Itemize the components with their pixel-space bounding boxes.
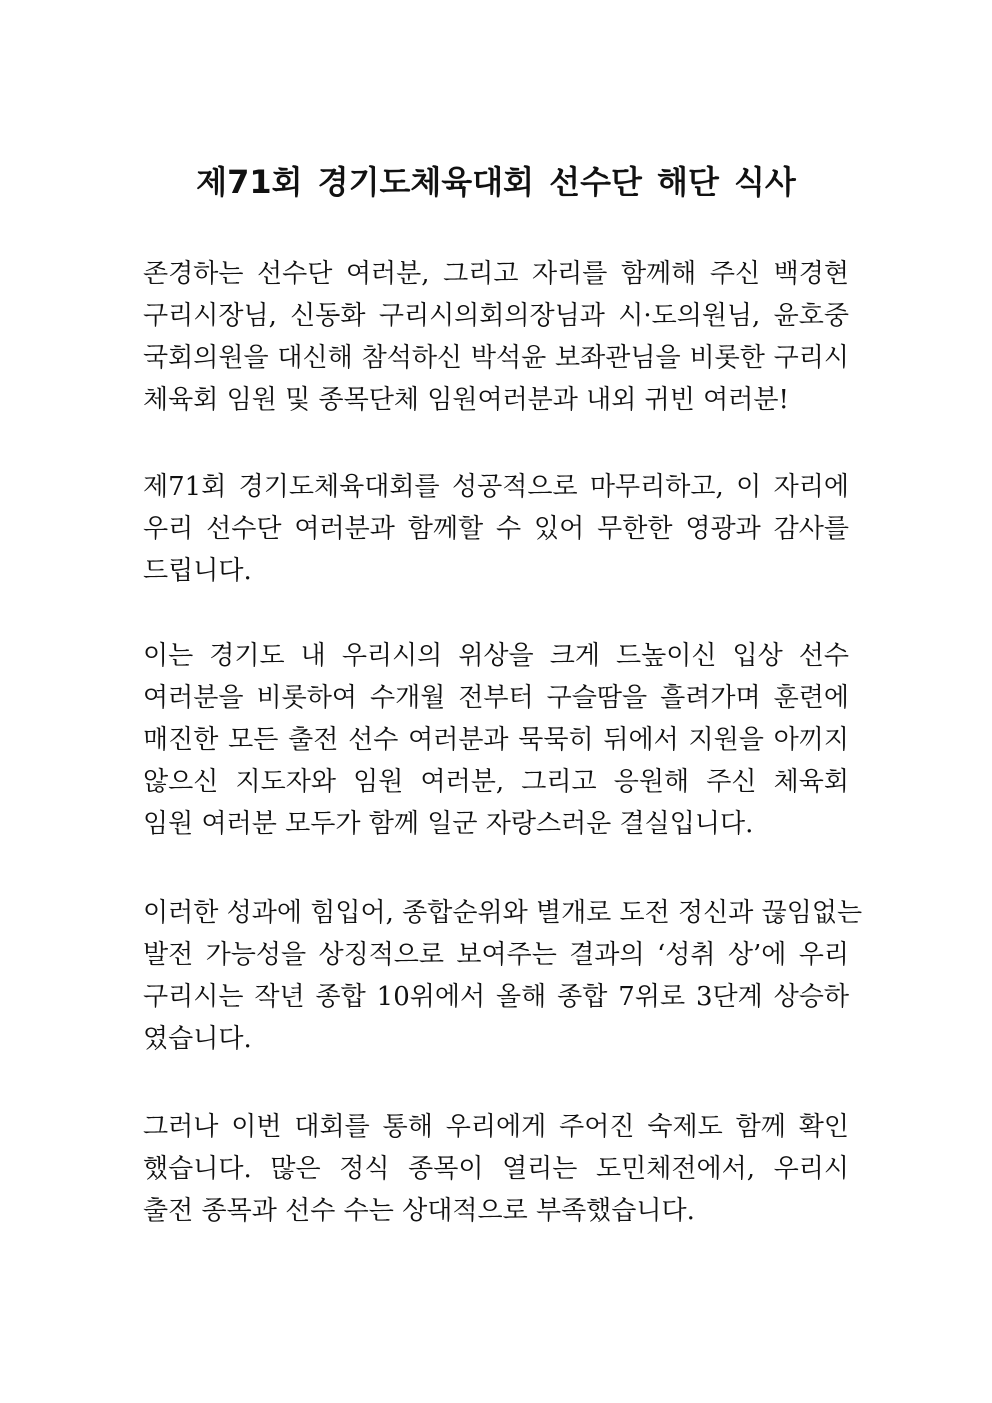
paragraph-line: 발전 가능성을 상징적으로 보여주는 결과의 ‘성취 상’에 우리: [143, 940, 849, 970]
paragraph-line: 이러한 성과에 힘입어, 종합순위와 별개로 도전 정신과 끊임없는: [143, 898, 863, 928]
paragraph-greeting: [143, 253, 849, 421]
paragraph-line: 했습니다. 많은 정식 종목이 열리는 도민체전에서, 우리시: [143, 1154, 849, 1184]
paragraph-line: 출전 종목과 선수 수는 상대적으로 부족했습니다.: [143, 1196, 695, 1226]
paragraph-line: 여러분을 비롯하여 수개월 전부터 구슬땀을 흘려가며 훈련에: [143, 683, 849, 713]
paragraph-line: 존경하는 선수단 여러분, 그리고 자리를 함께해 주신 백경현: [143, 259, 849, 289]
paragraph-line: 구리시는 작년 종합 10위에서 올해 종합 7위로 3단계 상승하: [143, 982, 849, 1012]
paragraph-line: 였습니다.: [143, 1024, 252, 1054]
paragraph-achievement: [143, 635, 849, 845]
paragraph-line: 체육회 임원 및 종목단체 임원여러분과 내외 귀빈 여러분!: [143, 385, 789, 415]
paragraph-line: 우리 선수단 여러분과 함께할 수 있어 무한한 영광과 감사를: [143, 514, 849, 544]
paragraph-line: 국회의원을 대신해 참석하신 박석윤 보좌관님을 비롯한 구리시: [143, 343, 849, 373]
paragraph-challenges: [143, 1106, 849, 1232]
paragraph-line: 이는 경기도 내 우리시의 위상을 크게 드높이신 입상 선수: [143, 641, 849, 671]
paragraph-line: 매진한 모든 출전 선수 여러분과 묵묵히 뒤에서 지원을 아끼지: [143, 725, 849, 755]
paragraph-line: 그러나 이번 대회를 통해 우리에게 주어진 숙제도 함께 확인: [143, 1112, 849, 1142]
paragraph-line: 않으신 지도자와 임원 여러분, 그리고 응원해 주신 체육회: [143, 767, 849, 797]
paragraph-line: 임원 여러분 모두가 함께 일군 자랑스러운 결실입니다.: [143, 809, 754, 839]
paragraph-line: 제71회 경기도체육대회를 성공적으로 마무리하고, 이 자리에: [143, 472, 849, 502]
paragraph-thanks: [143, 466, 849, 592]
paragraph-line: 구리시장님, 신동화 구리시의회의장님과 시·도의원님, 윤호중: [143, 301, 849, 331]
paragraph-results: [143, 892, 863, 1060]
document-title: 제71회 경기도체육대회 선수단 해단 식사: [196, 163, 796, 201]
paragraph-line: 드립니다.: [143, 556, 252, 586]
